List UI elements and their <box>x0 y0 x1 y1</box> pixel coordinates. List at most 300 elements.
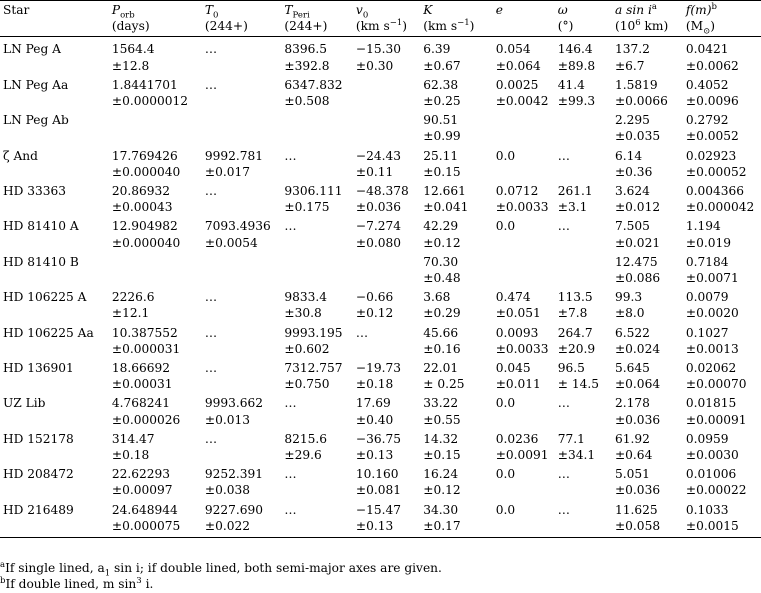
cell-omega <box>555 235 612 251</box>
cell-star <box>0 270 109 286</box>
cell-fm: 0.1027 <box>685 325 729 340</box>
cell-fm: 0.7184 <box>685 254 729 269</box>
cell-e <box>493 251 555 270</box>
cell-asini: ±8.0 <box>614 306 645 321</box>
cell-tperi <box>281 412 353 428</box>
table-row <box>0 322 761 341</box>
cell-fm: ±0.0013 <box>685 341 739 356</box>
cell-omega <box>555 482 612 498</box>
cell-t0: … <box>204 325 218 340</box>
cell-t0: … <box>204 184 218 199</box>
cell-tperi: ±0.602 <box>284 341 330 356</box>
cell-fm: ±0.0015 <box>683 518 761 538</box>
cell-fm: 0.01006 <box>685 467 737 482</box>
cell-asini: ±0.064 <box>614 377 661 392</box>
cell-asini: ±0.012 <box>614 200 661 215</box>
cell-tperi <box>281 270 353 286</box>
cell-tperi: 8396.5 <box>284 42 328 57</box>
cell-t0: ±0.022 <box>202 518 282 538</box>
cell-e <box>493 164 555 180</box>
cell-omega: … <box>557 219 570 234</box>
cell-fm: 0.01815 <box>685 396 737 411</box>
cell-star: HD 106225 A <box>3 290 87 305</box>
cell-star: LN Peg Ab <box>3 113 69 128</box>
table-row <box>0 74 761 93</box>
cell-asini: 61.92 <box>614 431 650 446</box>
cell-v0: −36.75 <box>355 431 402 446</box>
cell-omega: ±99.3 <box>557 94 596 109</box>
cell-v0 <box>353 93 420 109</box>
cell-k: ±0.12 <box>423 235 461 250</box>
table-row-errors <box>0 199 761 215</box>
cell-e: 0.0 <box>495 467 516 482</box>
table-row <box>0 215 761 234</box>
cell-tperi <box>281 164 353 180</box>
cell-e <box>493 128 555 144</box>
cell-v0: 10.160 <box>355 467 399 482</box>
cell-star <box>0 412 109 428</box>
cell-t0: ±0.038 <box>204 483 250 498</box>
cell-t0: 9992.781 <box>204 148 264 163</box>
cell-fm: ±0.0020 <box>685 306 739 321</box>
cell-t0: 9227.690 <box>204 502 264 517</box>
cell-k: 62.38 <box>423 77 459 92</box>
cell-t0: … <box>204 290 218 305</box>
table-row-errors <box>0 164 761 180</box>
cell-tperi: … <box>284 148 297 163</box>
cell-tperi <box>281 482 353 498</box>
unit-tperi: (244+) <box>281 18 353 37</box>
cell-tperi: 6347.832 <box>284 77 343 92</box>
cell-star: HD 216489 <box>3 502 74 517</box>
table-row <box>0 251 761 270</box>
cell-porb: 4.768241 <box>111 396 171 411</box>
cell-tperi <box>281 128 353 144</box>
table-row-errors <box>0 270 761 286</box>
cell-k: 34.30 <box>423 502 459 517</box>
cell-tperi: ±30.8 <box>284 306 322 321</box>
cell-k: 6.39 <box>423 42 451 57</box>
unit-porb: (days) <box>109 18 202 37</box>
cell-e <box>493 235 555 251</box>
cell-asini: 2.295 <box>614 113 650 128</box>
cell-omega: ±34.1 <box>557 448 596 463</box>
header-k: K <box>420 1 492 19</box>
cell-t0: … <box>204 77 218 92</box>
header-v0: $v_0$ <box>353 1 420 19</box>
cell-asini: ±0.036 <box>614 412 661 427</box>
cell-porb: 1.8441701 <box>111 77 178 92</box>
cell-tperi: … <box>284 396 297 411</box>
cell-k: ±0.25 <box>423 94 461 109</box>
table-row-errors <box>0 128 761 144</box>
cell-t0 <box>202 93 282 109</box>
cell-fm: ±0.00052 <box>685 164 747 179</box>
cell-tperi: ±0.508 <box>284 94 330 109</box>
cell-fm: 0.0079 <box>685 290 729 305</box>
cell-omega: 113.5 <box>557 290 593 305</box>
cell-v0: ±0.18 <box>355 377 394 392</box>
cell-fm: ±0.00070 <box>685 377 747 392</box>
cell-t0 <box>202 305 282 321</box>
table-row <box>0 499 761 518</box>
cell-tperi: … <box>284 219 297 234</box>
cell-fm: 0.4052 <box>685 77 729 92</box>
cell-porb: ±0.18 <box>111 448 150 463</box>
cell-tperi <box>281 518 353 538</box>
cell-t0: 9252.391 <box>204 467 264 482</box>
cell-omega: ±20.9 <box>557 341 596 356</box>
cell-v0: −48.378 <box>355 184 409 199</box>
cell-omega <box>555 164 612 180</box>
cell-k: 22.01 <box>423 361 459 376</box>
cell-asini: 3.624 <box>614 184 650 199</box>
table-row-errors <box>0 341 761 357</box>
cell-fm: ±0.0096 <box>685 94 739 109</box>
cell-fm: 1.194 <box>685 219 721 234</box>
table-row-errors <box>0 482 761 498</box>
cell-e: ±0.0033 <box>495 200 549 215</box>
table-notes <box>0 560 442 592</box>
cell-omega: ±89.8 <box>557 58 596 73</box>
cell-k: 25.11 <box>423 148 459 163</box>
cell-asini: 1.5819 <box>614 77 658 92</box>
cell-k: ±0.17 <box>420 518 492 538</box>
cell-omega: ± 14.5 <box>557 377 600 392</box>
cell-porb: 10.387552 <box>111 325 178 340</box>
table-row <box>0 37 761 58</box>
cell-asini: 2.178 <box>614 396 650 411</box>
cell-porb: ±0.0000012 <box>111 94 188 109</box>
cell-t0: … <box>204 361 218 376</box>
cell-e: 0.0 <box>495 396 516 411</box>
cell-star: HD 33363 <box>3 184 67 199</box>
cell-fm: 0.0421 <box>685 42 729 57</box>
cell-v0: ±0.40 <box>355 412 394 427</box>
cell-porb: 12.904982 <box>111 219 178 234</box>
cell-tperi: ±0.750 <box>284 377 330 392</box>
cell-fm: ±0.0030 <box>685 448 739 463</box>
cell-star <box>0 128 109 144</box>
cell-star: HD 152178 <box>3 431 74 446</box>
cell-k: 70.30 <box>423 254 459 269</box>
cell-t0 <box>202 251 282 270</box>
cell-porb: ±12.1 <box>111 306 150 321</box>
cell-t0: … <box>204 431 218 446</box>
cell-fm: 0.004366 <box>685 184 745 199</box>
cell-fm: ±0.000042 <box>685 200 755 215</box>
cell-fm: ±0.00091 <box>685 412 747 427</box>
cell-e: 0.045 <box>495 361 531 376</box>
cell-v0 <box>353 270 420 286</box>
cell-porb: ±0.00097 <box>111 483 173 498</box>
header-star: Star <box>0 1 109 19</box>
cell-v0: 17.69 <box>355 396 391 411</box>
cell-k: 90.51 <box>423 113 459 128</box>
cell-e <box>493 518 555 538</box>
cell-omega: … <box>557 148 570 163</box>
cell-star: UZ Lib <box>3 396 46 411</box>
cell-k: ±0.15 <box>423 448 461 463</box>
unit-k: (km $s^{-1}$) <box>420 18 492 37</box>
note-b: $^b$If double lined, m $\sin^3 i$. <box>0 575 154 591</box>
cell-v0 <box>353 128 420 144</box>
cell-asini: 7.505 <box>614 219 650 234</box>
cell-v0 <box>353 251 420 270</box>
cell-star <box>0 482 109 498</box>
table-body <box>0 37 761 538</box>
cell-porb: ±0.00043 <box>111 200 173 215</box>
cell-tperi <box>281 251 353 270</box>
cell-k: 3.68 <box>423 290 451 305</box>
unit-fm: $(M_⊙)$ <box>683 18 761 37</box>
cell-star <box>0 235 109 251</box>
cell-porb <box>109 251 202 270</box>
unit-omega: (°) <box>555 18 612 37</box>
cell-star: HD 106225 Aa <box>3 325 94 340</box>
cell-asini: 5.051 <box>614 467 650 482</box>
unit-star <box>0 18 109 37</box>
cell-t0 <box>202 376 282 392</box>
cell-asini: 5.645 <box>614 361 650 376</box>
table-row <box>0 392 761 411</box>
cell-e: 0.0 <box>495 219 516 234</box>
cell-e: 0.054 <box>495 42 531 57</box>
cell-porb: ±0.00031 <box>111 377 173 392</box>
cell-v0: −7.274 <box>355 219 402 234</box>
cell-star: ζ And <box>3 148 38 163</box>
cell-fm: 0.02923 <box>685 148 737 163</box>
cell-k: 12.661 <box>423 184 466 199</box>
cell-tperi: 9833.4 <box>284 290 328 305</box>
cell-t0: 9993.662 <box>204 396 264 411</box>
cell-porb: ±12.8 <box>111 58 150 73</box>
cell-porb: 22.62293 <box>111 467 171 482</box>
cell-star: HD 208472 <box>3 467 74 482</box>
cell-fm: 0.02062 <box>685 361 737 376</box>
cell-e: 0.0712 <box>495 184 539 199</box>
cell-tperi <box>281 235 353 251</box>
cell-t0 <box>202 341 282 357</box>
cell-tperi: ±29.6 <box>284 448 322 463</box>
unit-asini: ($10^6$ km) <box>612 18 683 37</box>
cell-e: 0.0236 <box>495 431 539 446</box>
cell-omega <box>555 518 612 538</box>
cell-v0: … <box>355 325 369 340</box>
cell-tperi: ±0.175 <box>284 200 330 215</box>
cell-k: ±0.99 <box>423 129 461 144</box>
cell-tperi: 7312.757 <box>284 361 343 376</box>
cell-v0: ±0.13 <box>355 448 394 463</box>
header-t0: $T_0$ <box>202 1 282 19</box>
cell-star <box>0 93 109 109</box>
header-porb: $P_{orb}$ <box>109 1 202 19</box>
cell-omega <box>555 412 612 428</box>
cell-k: ±0.48 <box>423 271 461 286</box>
cell-omega: 264.7 <box>557 325 593 340</box>
cell-tperi: … <box>284 502 297 517</box>
cell-tperi: ±392.8 <box>284 58 330 73</box>
cell-asini: 11.625 <box>614 502 658 517</box>
cell-tperi: 9993.195 <box>284 325 343 340</box>
cell-e: ±0.011 <box>495 377 541 392</box>
cell-omega <box>555 270 612 286</box>
cell-e <box>493 482 555 498</box>
header-omega: ω <box>555 1 612 19</box>
header-asini: a $\sin i^a$ <box>612 1 683 19</box>
cell-asini: 99.3 <box>614 290 643 305</box>
cell-star <box>0 164 109 180</box>
table-row <box>0 109 761 128</box>
cell-asini: ±0.36 <box>614 164 653 179</box>
cell-e <box>493 270 555 286</box>
cell-star: HD 81410 A <box>3 219 79 234</box>
cell-v0: ±0.036 <box>355 200 402 215</box>
cell-porb <box>109 128 202 144</box>
cell-t0: ±0.0054 <box>204 235 258 250</box>
cell-omega <box>555 251 612 270</box>
cell-asini: ±0.035 <box>614 129 661 144</box>
cell-k: 14.32 <box>423 431 459 446</box>
unit-t0: (244+) <box>202 18 282 37</box>
cell-t0: 7093.4936 <box>204 219 271 234</box>
cell-e: ±0.051 <box>495 306 541 321</box>
cell-e: 0.0093 <box>495 325 539 340</box>
cell-k: ±0.15 <box>423 164 461 179</box>
cell-v0 <box>353 109 420 128</box>
cell-e <box>493 109 555 128</box>
cell-k: 42.29 <box>423 219 459 234</box>
cell-asini: 137.2 <box>614 42 650 57</box>
cell-porb: 1564.4 <box>111 42 155 57</box>
cell-asini: ±0.64 <box>614 448 653 463</box>
cell-v0 <box>353 341 420 357</box>
cell-t0 <box>202 199 282 215</box>
table-row <box>0 428 761 447</box>
cell-e: ±0.064 <box>495 58 541 73</box>
cell-porb: 18.66692 <box>111 361 171 376</box>
cell-k: 16.24 <box>423 467 459 482</box>
table-row <box>0 286 761 305</box>
header-e: e <box>493 1 555 19</box>
cell-star: HD 81410 B <box>3 254 79 269</box>
cell-porb: ±0.000040 <box>111 164 181 179</box>
cell-star: LN Peg A <box>3 42 61 57</box>
cell-k: ±0.67 <box>423 58 461 73</box>
table-row <box>0 357 761 376</box>
cell-omega <box>555 128 612 144</box>
cell-asini: ±0.058 <box>612 518 683 538</box>
cell-fm: 0.1033 <box>685 502 729 517</box>
cell-e: ±0.0091 <box>495 448 549 463</box>
cell-fm: ±0.0062 <box>685 58 739 73</box>
cell-t0 <box>202 270 282 286</box>
cell-k: ±0.16 <box>423 341 461 356</box>
cell-omega: ±3.1 <box>557 200 588 215</box>
cell-omega: 146.4 <box>557 42 593 57</box>
cell-t0: … <box>204 42 218 57</box>
table-row-errors <box>0 412 761 428</box>
cell-asini: ±0.0066 <box>614 94 668 109</box>
cell-v0: −24.43 <box>355 148 402 163</box>
cell-star <box>0 341 109 357</box>
cell-star <box>0 305 109 321</box>
cell-k: ±0.12 <box>423 483 461 498</box>
cell-asini: 6.14 <box>614 148 643 163</box>
cell-asini: ±0.021 <box>614 235 661 250</box>
cell-fm: 0.2792 <box>685 113 729 128</box>
cell-k: ±0.55 <box>423 412 461 427</box>
cell-porb: 2226.6 <box>111 290 155 305</box>
cell-asini: ±6.7 <box>614 58 645 73</box>
cell-k: ±0.041 <box>423 200 469 215</box>
cell-omega: … <box>557 502 570 517</box>
cell-k: 45.66 <box>423 325 459 340</box>
cell-omega: 261.1 <box>557 184 593 199</box>
cell-asini: 6.522 <box>614 325 650 340</box>
cell-t0: ±0.013 <box>204 412 250 427</box>
table-row-errors <box>0 93 761 109</box>
cell-v0 <box>353 74 420 93</box>
cell-porb: 314.47 <box>111 431 155 446</box>
cell-fm: ±0.0052 <box>685 129 739 144</box>
cell-fm: ±0.019 <box>685 235 731 250</box>
cell-e: ±0.0033 <box>495 341 549 356</box>
table-row-errors <box>0 518 761 538</box>
cell-omega: … <box>557 467 570 482</box>
cell-asini: ±0.036 <box>614 483 661 498</box>
cell-v0: ±0.080 <box>355 235 402 250</box>
cell-omega: 96.5 <box>557 361 585 376</box>
cell-porb: ±0.000031 <box>111 341 181 356</box>
cell-star: LN Peg Aa <box>3 77 69 92</box>
cell-omega <box>555 109 612 128</box>
header-row-symbols <box>0 1 761 19</box>
cell-v0: −0.66 <box>355 290 394 305</box>
cell-porb: 24.648944 <box>111 502 178 517</box>
cell-v0: −15.30 <box>355 42 402 57</box>
cell-tperi: 9306.111 <box>284 184 343 199</box>
table-row <box>0 145 761 164</box>
cell-omega: 77.1 <box>557 431 585 446</box>
note-a: $^a$If single lined, $a_1$ sin i; if double lined, both semi-major axes are given. <box>0 559 442 579</box>
cell-e: 0.0025 <box>495 77 539 92</box>
cell-t0 <box>202 109 282 128</box>
cell-porb <box>109 270 202 286</box>
cell-v0: ±0.11 <box>355 164 394 179</box>
cell-fm: 0.0959 <box>685 431 729 446</box>
cell-t0 <box>202 447 282 463</box>
header-fm: $f(m)^b$ <box>683 1 761 19</box>
cell-star <box>0 58 109 74</box>
cell-t0 <box>202 58 282 74</box>
cell-v0: −19.73 <box>355 361 402 376</box>
cell-asini: ±0.024 <box>614 341 661 356</box>
cell-omega: ±7.8 <box>557 306 588 321</box>
cell-t0: ±0.017 <box>204 164 250 179</box>
cell-omega: 41.4 <box>557 77 585 92</box>
cell-k: ±0.29 <box>423 306 461 321</box>
cell-e: 0.0 <box>495 148 516 163</box>
cell-porb: 17.769426 <box>111 148 178 163</box>
cell-asini: 12.475 <box>614 254 658 269</box>
cell-v0: −15.47 <box>355 502 402 517</box>
table-row-errors <box>0 235 761 251</box>
cell-t0 <box>202 128 282 144</box>
cell-tperi <box>281 109 353 128</box>
cell-e: ±0.0042 <box>495 94 549 109</box>
cell-v0: ±0.13 <box>353 518 420 538</box>
